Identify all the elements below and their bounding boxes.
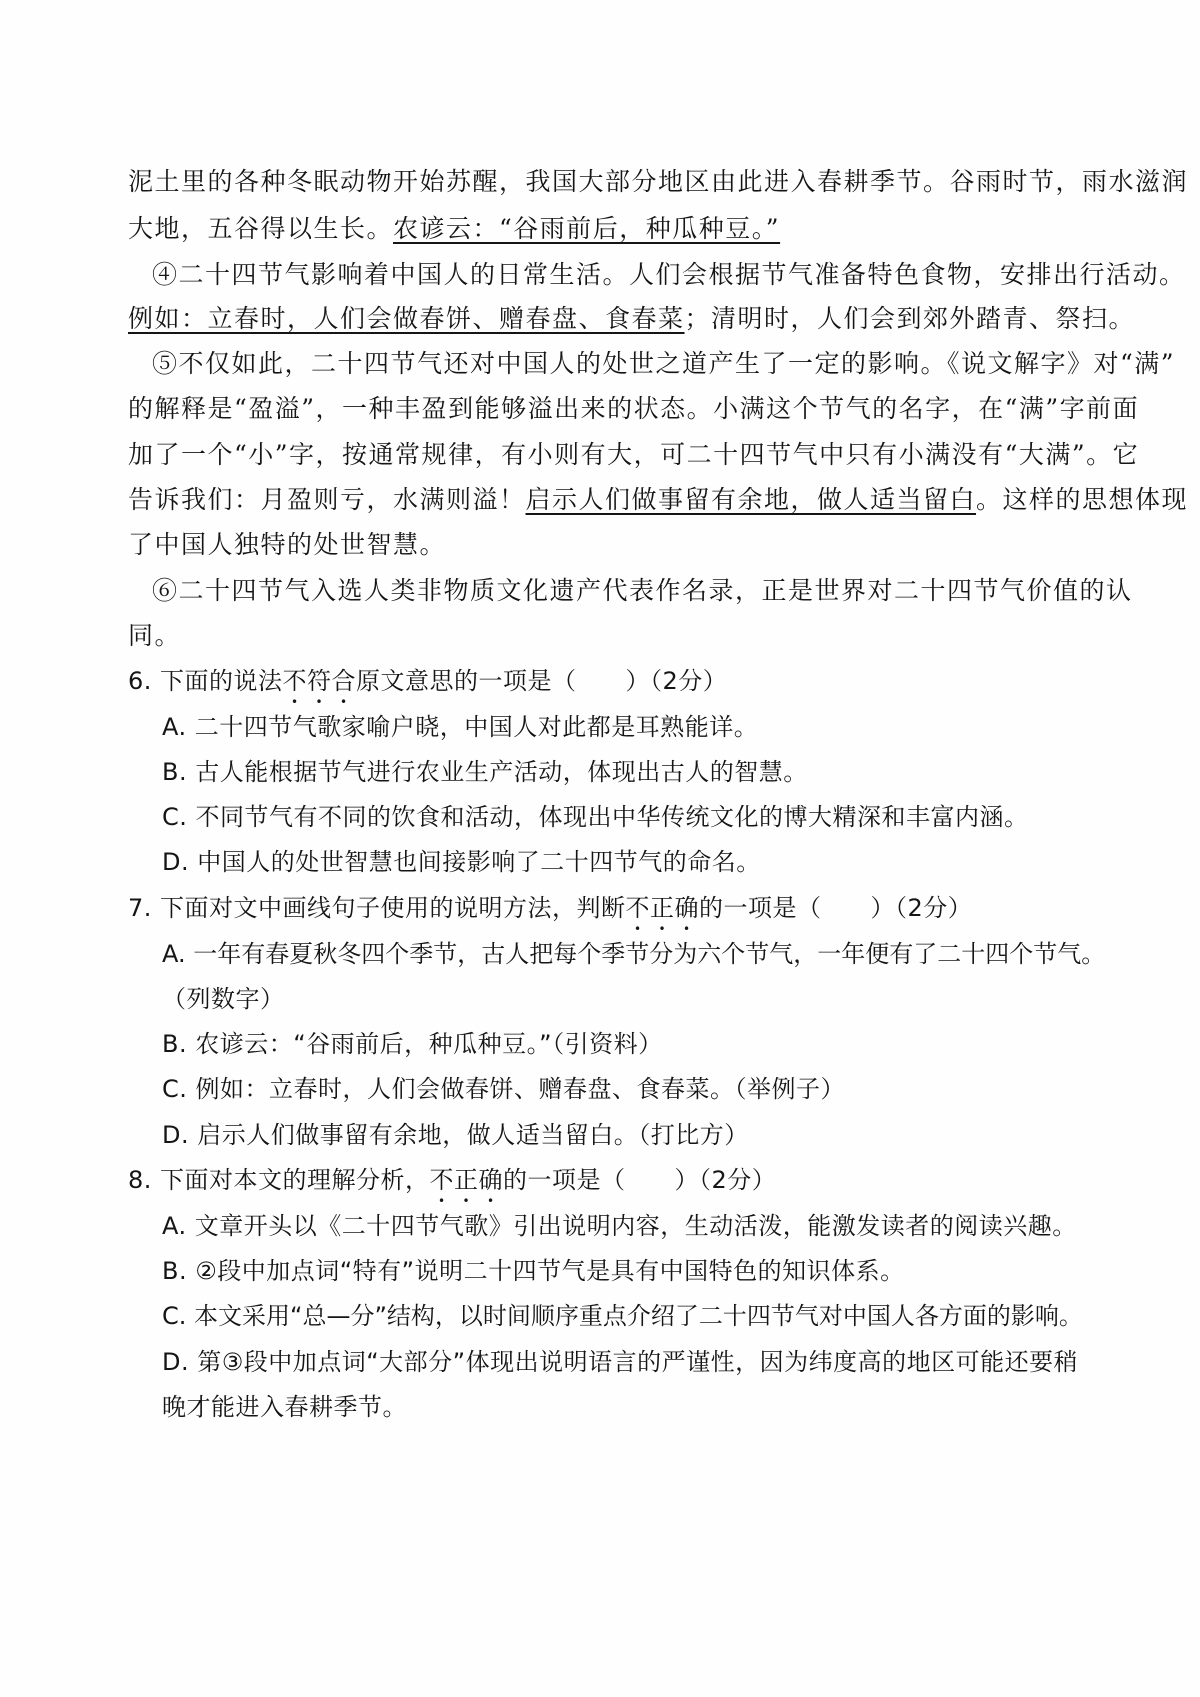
question-7-option-b: B. 农谚云：“谷雨前后，种瓜种豆。”（引资料） (162, 1030, 663, 1058)
question-6-option-d: D. 中国人的处世智慧也间接影响了二十四节气的命名。 (162, 848, 761, 876)
question-8-option-c: C. 本文采用“总—分”结构，以时间顺序重点介绍了二十四节气对中国人各方面的影响。 (162, 1302, 1083, 1330)
question-6-option-c: C. 不同节气有不同的饮食和活动，体现出中华传统文化的博大精深和丰富内涵。 (162, 803, 1029, 831)
passage-line (152, 347, 1176, 381)
stem-text: 7. 下面对文中画线句子使用的说明方法，判断 (128, 894, 626, 922)
question-6-option-b: B. 古人能根据节气进行农业生产活动，体现出古人的智慧。 (162, 758, 808, 786)
stem-text: 的一项是（ ）（2分） (503, 1166, 777, 1194)
underlined-sentence: 农谚云：“谷雨前后，种瓜种豆。” (393, 214, 781, 243)
passage-line (152, 258, 1186, 292)
passage-line (128, 165, 1189, 199)
passage-text: 泥土里的各种冬眠动物开始苏醒，我国大部分地区由此进入春耕季节。谷雨时节，雨水滋润 (128, 167, 1189, 196)
emphasis-text: 不正确 (625, 894, 700, 922)
passage-text: 的解释是“盈溢”，一种丰盈到能够溢出来的状态。小满这个节气的名字，在“满”字前面 (128, 394, 1140, 423)
stem-text: 的一项是（ ）（2分） (699, 894, 973, 922)
underlined-sentence: 启示人们做事留有余地，做人适当留白 (525, 485, 977, 514)
question-8-stem (128, 1163, 1128, 1208)
question-7-option-a-note: （列数字） (162, 985, 285, 1013)
question-6-stem (128, 664, 1128, 709)
question-8-option-d: D. 第③段中加点词“大部分”体现出说明语言的严谨性，因为纬度高的地区可能还要稍 (162, 1348, 1079, 1376)
paragraph-4-text: ④二十四节气影响着中国人的日常生活。人们会根据节气准备特色食物，安排出行活动。 (152, 260, 1186, 289)
question-8-option-b: B. ②段中加点词“特有”说明二十四节气是具有中国特色的知识体系。 (162, 1257, 905, 1285)
question-7-option-c: C. 例如：立春时，人们会做春饼、赠春盘、食春菜。（举例子） (162, 1075, 846, 1103)
passage-line (152, 574, 1152, 608)
paragraph-5-text: ⑤不仅如此，二十四节气还对中国人的处世之道产生了一定的影响。《说文解字》对“满” (152, 349, 1176, 378)
passage-line (128, 212, 1128, 246)
passage-line (128, 619, 1128, 653)
underlined-sentence: 例如：立春时，人们会做春饼、赠春盘、食春菜 (128, 304, 685, 333)
passage-line (128, 528, 1128, 562)
paragraph-6-text: ⑥二十四节气入选人类非物质文化遗产代表作名录，正是世界对二十四节气价值的认 (152, 576, 1133, 605)
stem-text: 6. 下面的说法 (128, 667, 283, 695)
passage-line (128, 438, 1140, 472)
passage-text: 了中国人独特的处世智慧。 (128, 530, 447, 559)
question-7-option-a: A. 一年有春夏秋冬四个季节，古人把每个季节分为六个节气，一年便有了二十四个节气。 (162, 940, 1106, 968)
passage-text: 大地，五谷得以生长。 (128, 214, 394, 243)
passage-text: 加了一个“小”字，按通常规律，有小则有大，可二十四节气中只有小满没有“大满”。它 (128, 440, 1140, 469)
passage-text: 。这样的思想体现 (976, 485, 1189, 514)
emphasis-text: 不正确 (429, 1166, 504, 1194)
passage-text: 告诉我们：月盈则亏，水满则溢！ (128, 485, 526, 514)
question-8-option-d-cont: 晚才能进入春耕季节。 (162, 1393, 407, 1421)
stem-text: 原文意思的一项是（ ）（2分） (356, 667, 728, 695)
passage-line (128, 302, 1136, 336)
emphasis-text: 不符合 (282, 667, 357, 695)
passage-line (128, 392, 1140, 426)
question-8-option-a: A. 文章开头以《二十四节气歌》引出说明内容，生动活泼，能激发读者的阅读兴趣。 (162, 1212, 1077, 1240)
question-7-stem (128, 891, 1128, 936)
question-7-option-d: D. 启示人们做事留有余地，做人适当留白。（打比方） (162, 1121, 749, 1149)
passage-line (128, 483, 1189, 517)
stem-text: 8. 下面对本文的理解分析， (128, 1166, 430, 1194)
passage-text: 同。 (128, 621, 182, 650)
question-6-option-a: A. 二十四节气歌家喻户晓，中国人对此都是耳熟能详。 (162, 713, 759, 741)
passage-text: ；清明时，人们会到郊外踏青、祭扫。 (684, 304, 1136, 333)
